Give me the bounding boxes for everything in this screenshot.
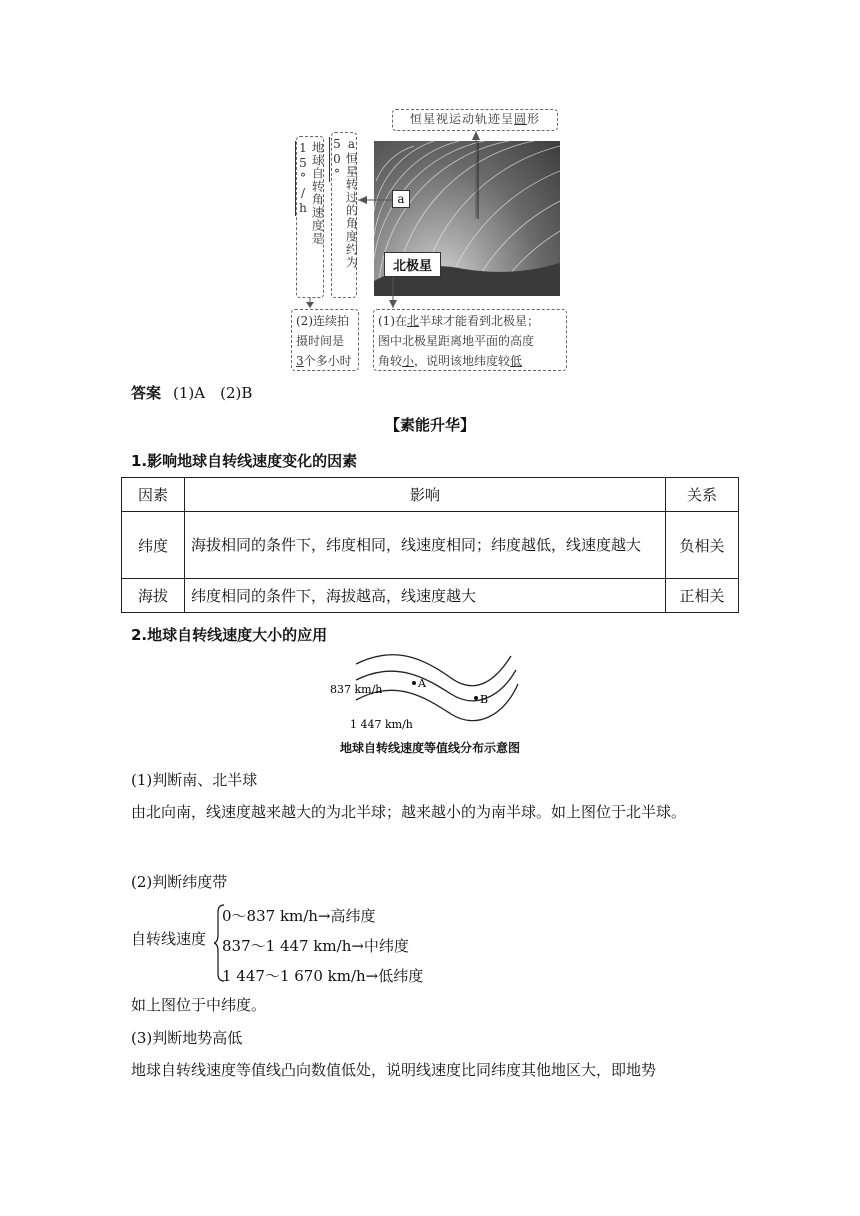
label-polaris: 北极星 [384, 252, 441, 277]
table-cell: 负相关 [666, 512, 739, 579]
answer [131, 382, 252, 403]
point-b-label: B [480, 693, 489, 706]
brace-label: 自转线速度 [131, 930, 207, 948]
left-note1-text: 地球自转角速度是 [310, 141, 325, 245]
q1-line3-small: 小 [402, 354, 415, 368]
q1-line3-pre: 角较 [378, 354, 403, 368]
latitude-item-mid: 837～1 447 km/h→中纬度 [222, 937, 409, 955]
table-cell: 正相关 [666, 579, 739, 613]
sub3-body: 地球自转线速度等值线凸向数值低处，说明线速度比同纬度其他地区大，即地势 [131, 1061, 657, 1079]
brace-items [222, 901, 423, 991]
isoline-label-837: 837 km/h [330, 683, 383, 696]
left-note2-text: a恒星转过的角度约为 [344, 137, 359, 269]
table-cell: 纬度相同的条件下，海拔越高，线速度越大 [185, 579, 666, 613]
isoline-caption: 地球自转线速度等值线分布示意图 [339, 741, 520, 755]
q1-line3-mid: ，说明该地纬度较 [414, 354, 511, 368]
sub1-title: (1)判断南、北半球 [131, 771, 258, 789]
factor-table [121, 477, 739, 613]
answer-text: (1)A (2)B [173, 384, 253, 402]
heading-1: 1.影响地球自转线速度变化的因素 [131, 452, 358, 470]
table-cell: 纬度 [122, 512, 185, 579]
table-header-row [122, 478, 739, 512]
point-b-dot [474, 696, 478, 700]
sub2-conclusion: 如上图位于中纬度。 [131, 996, 267, 1014]
section-title: 【素能升华】 [384, 416, 475, 434]
table-row [122, 512, 739, 579]
top-note-text: 恒星视运动轨迹呈 [409, 112, 514, 126]
latitude-item-high: 0～837 km/h→高纬度 [222, 907, 376, 925]
isoline-diagram [326, 650, 526, 740]
table-header-relation: 关系 [666, 478, 739, 512]
latitude-item-low: 1 447～1 670 km/h→低纬度 [222, 967, 424, 985]
table-cell: 海拔 [122, 579, 185, 613]
heading-2: 2.地球自转线速度大小的应用 [131, 626, 328, 644]
table-row [122, 579, 739, 613]
point-a-dot [412, 681, 416, 685]
q1-line2: 图中北极星距离地平面的高度 [378, 334, 535, 348]
isoline-label-1447: 1 447 km/h [350, 718, 413, 731]
label-a: a [392, 190, 410, 208]
top-note-text-end: 形 [527, 112, 541, 126]
q2-line3-text: 个多小时 [303, 354, 352, 368]
q1-line1-pre: (1)在 [378, 314, 407, 328]
sub2-title: (2)判断纬度带 [131, 873, 228, 891]
q2-line3-hours: 3 [296, 354, 304, 368]
left-note1-value: 15°/h [296, 141, 310, 216]
q1-line3-low: 低 [510, 354, 523, 368]
point-a-label: A [418, 677, 426, 690]
table-header-impact: 影响 [185, 478, 666, 512]
sub3-title: (3)判断地势高低 [131, 1029, 243, 1047]
q2-line1: (2)连续拍 [296, 314, 349, 328]
left-note2-value: 50° [330, 137, 344, 182]
q1-note [373, 309, 567, 371]
q2-note [291, 309, 359, 371]
answer-label: 答案 [131, 384, 162, 402]
sub1-body: 由北向南，线速度越来越大的为北半球；越来越小的为南半球。如上图位于北半球。 [131, 803, 687, 821]
table-cell: 海拔相同的条件下，纬度相同，线速度相同；纬度越低，线速度越大 [185, 512, 666, 579]
q2-line2: 摄时间是 [296, 334, 345, 348]
q1-line1-post: 半球才能看到北极星； [419, 314, 540, 328]
top-note-underline: 圆 [513, 112, 527, 126]
q1-line1-hemisphere: 北 [407, 314, 420, 328]
table-header-factor: 因素 [122, 478, 185, 512]
